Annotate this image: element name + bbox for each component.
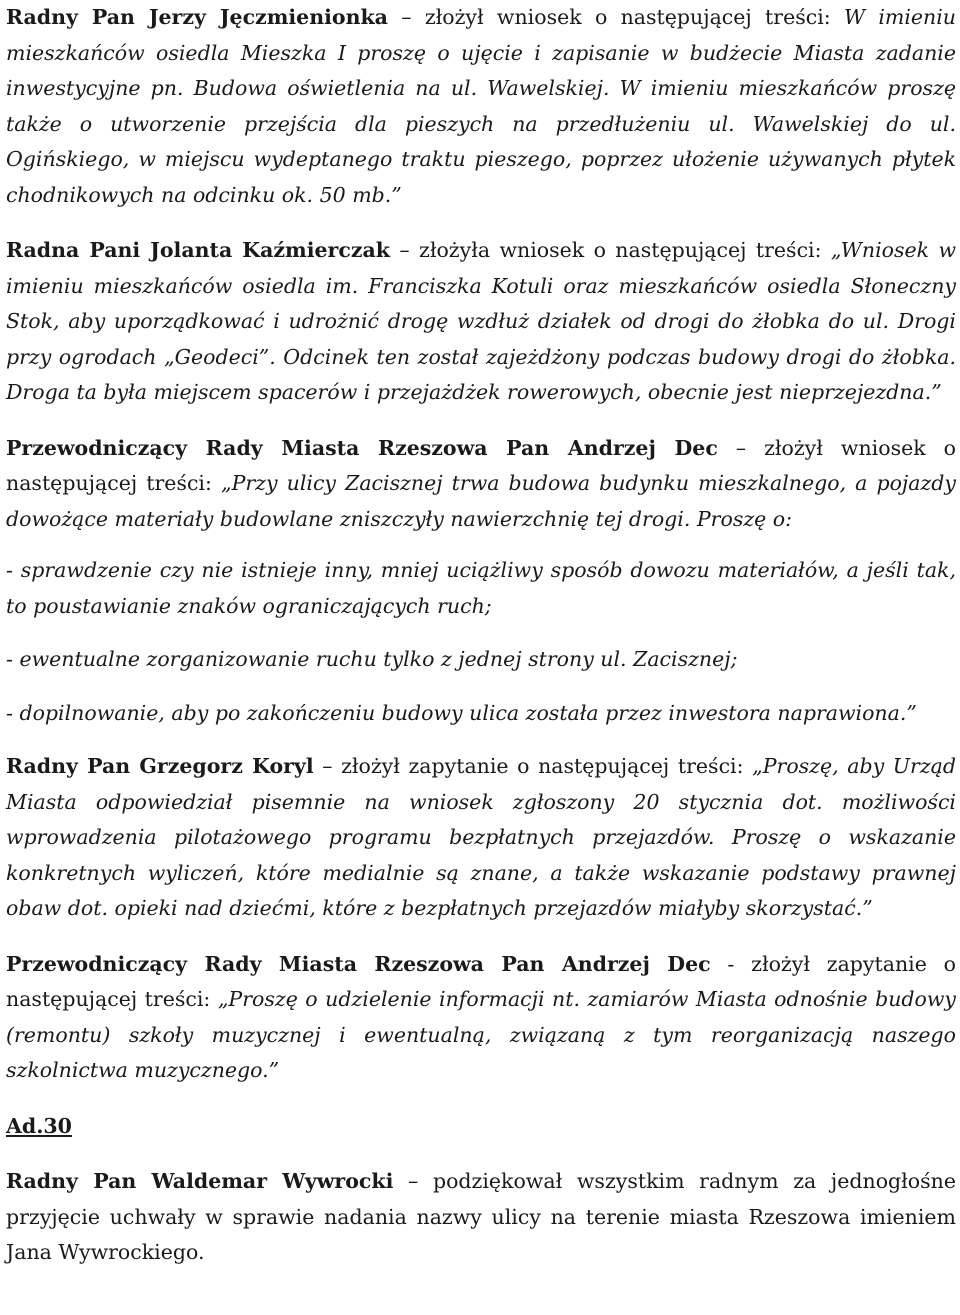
- paragraph-quote: „Przy ulicy Zacisznej trwa budowa budynku mieszkalnego, a pojazdy dowożące materiały budowlane zniszczyły nawierzchnię tej drogi. Proszę o:: [6, 471, 956, 531]
- paragraph-wywrocki: [6, 1164, 956, 1271]
- paragraph-verb: – złożył wniosek o następującej treści:: [6, 435, 956, 495]
- paragraph-verb: – złożył wniosek o następującej treści:: [387, 5, 844, 29]
- paragraph-verb: - złożył zapytanie o następującej treści:: [6, 951, 956, 1011]
- speaker-name: Przewodniczący Rady Miasta Rzeszowa Pan Andrzej Dec: [6, 951, 711, 976]
- speaker-name: Radny Pan Grzegorz Koryl: [6, 754, 314, 778]
- list-item: - ewentualne zorganizowanie ruchu tylko z jednej strony ul. Zacisznej;: [6, 647, 738, 671]
- paragraph-quote: „Wniosek w imieniu mieszkańców osiedla im. Franciszka Kotuli oraz mieszkańców osiedla Słoneczny Stok, aby uporządkować i udrożnić drogę wzdłuż działek od drogi do żłobka do ul. Drogi przy ogrodach „Geodeci”. Odcinek ten został zajeżdżony podczas budowy drogi do żłobka. Droga ta była miejscem spacerów i przejażdżek rowerowych, obecnie jest nieprzejezdna.”: [6, 238, 956, 404]
- speaker-name: Radna Pani Jolanta Kaźmierczak: [6, 238, 390, 262]
- paragraph-dec-zapytanie: [6, 947, 956, 1089]
- paragraph-quote: „Proszę, aby Urząd Miasta odpowiedział pisemnie na wniosek zgłoszony 20 stycznia dot. możliwości wprowadzenia pilotażowego programu bezpłatnych przejazdów. Proszę o wskazanie konkretnych wyliczeń, które medialnie są znane, a także wskazanie podstawy prawnej obaw dot. opieki nad dziećmi, które z bezpłatnych przejazdów miałyby skorzystać.”: [6, 754, 956, 920]
- paragraph-quote: „Proszę o udzielenie informacji nt. zamiarów Miasta odnośnie budowy (remontu) szkoły muzycznej i ewentualną, związaną z tym reorganizacją naszego szkolnictwa muzycznego.”: [6, 987, 956, 1082]
- paragraph-koryl: [6, 749, 956, 927]
- paragraph-verb: – złożyła wniosek o następującej treści:: [389, 238, 831, 262]
- list-item: - dopilnowanie, aby po zakończeniu budowy ulica została przez inwestora naprawiona.”: [6, 700, 917, 725]
- paragraph-dec-wniosek: [6, 431, 956, 538]
- document-page: [6, 0, 956, 1291]
- paragraph-verb: – złożył zapytanie o następującej treści:: [313, 754, 753, 778]
- list-item: - sprawdzenie czy nie istnieje inny, mniej uciążliwy sposób dowozu materiałów, a jeśli tak, to poustawianie znaków ograniczających ruch;: [6, 558, 956, 618]
- paragraph-kazmierczak: [6, 233, 956, 411]
- paragraph-jeczmienionka: [6, 0, 956, 213]
- speaker-name: Przewodniczący Rady Miasta Rzeszowa Pan Andrzej Dec: [6, 435, 718, 460]
- paragraph-quote: W imieniu mieszkańców osiedla Mieszka I proszę o ujęcie i zapisanie w budżecie Miasta zadanie inwestycyjne pn. Budowa oświetlenia na ul. Wawelskiej. W imieniu mieszkańców proszę także o utworzenie przejścia dla pieszych na przedłużeniu ul. Wawelskiej do ul. Ogińskiego, w miejscu wydeptanego traktu pieszego, poprzez ułożenie używanych płytek chodnikowych na odcinku ok. 50 mb.”: [6, 5, 956, 207]
- section-heading: Ad.30: [6, 1113, 72, 1138]
- speaker-name: Radny Pan Waldemar Wywrocki: [6, 1169, 394, 1193]
- speaker-name: Radny Pan Jerzy Jęczmienionka: [6, 5, 388, 29]
- paragraph-text: – podziękował wszystkim radnym za jednogłośne przyjęcie uchwały w sprawie nadania nazwy ulicy na terenie miasta Rzeszowa imieniem Jana Wywrockiego.: [6, 1169, 956, 1264]
